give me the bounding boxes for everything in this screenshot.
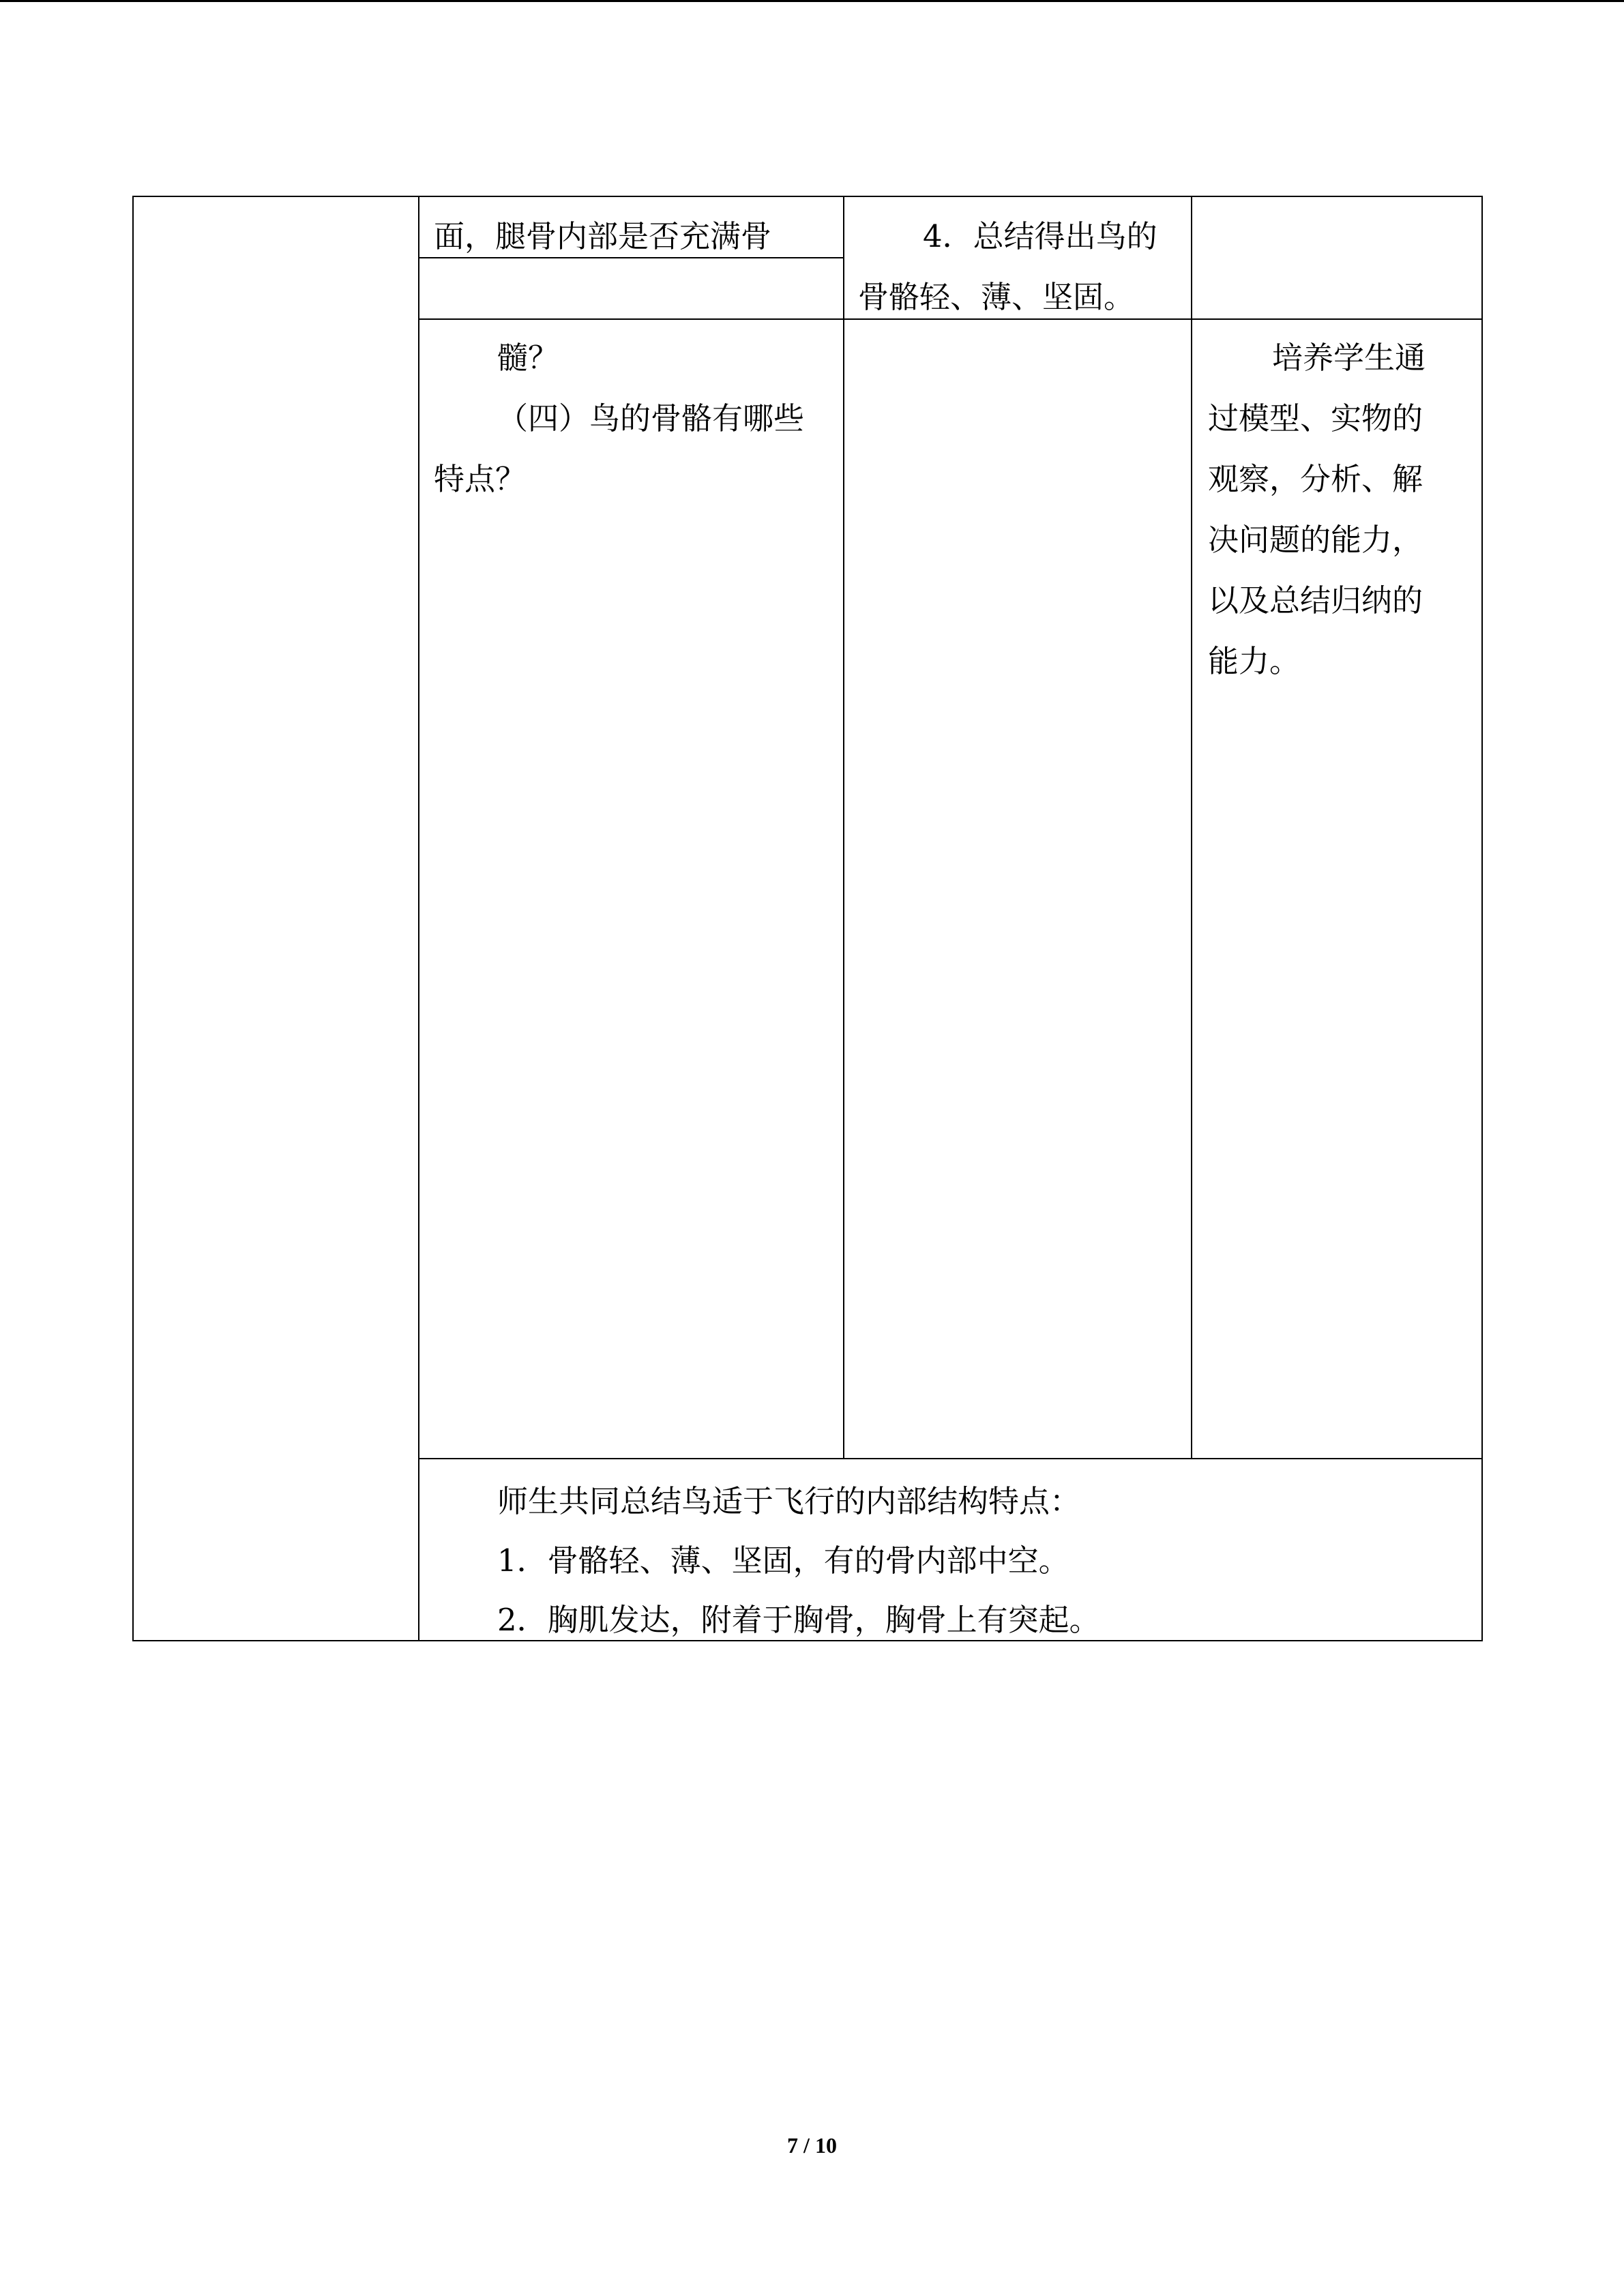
- row2-col4-line2: 过模型、实物的: [1208, 400, 1423, 436]
- row2-col4-line4: 决问题的能力，: [1208, 522, 1423, 558]
- row2-col4-line3: 观察，分析、解: [1208, 461, 1423, 497]
- table-right-border: [1481, 196, 1483, 1641]
- row2-col2-line1: 髓？: [497, 340, 559, 376]
- summary-line2: 1．骨骼轻、薄、坚固，有的骨内部中空。: [497, 1542, 1069, 1579]
- col3-divider: [1191, 196, 1192, 1459]
- page-number: 7 / 10: [787, 2133, 837, 2158]
- col2-divider: [843, 196, 844, 1459]
- page-top-border: [0, 0, 1624, 2]
- table-left-border: [132, 196, 134, 1641]
- summary-line1: 师生共同总结鸟适于飞行的内部结构特点：: [497, 1483, 1081, 1519]
- table-top-border: [132, 196, 1483, 197]
- summary-line3: 2．胸肌发达，附着于胸骨，胸骨上有突起。: [497, 1602, 1100, 1638]
- row2-col4-line5: 以及总结归纳的: [1208, 582, 1423, 618]
- row1-col3-text-line2: 骨骼轻、薄、坚固。: [858, 279, 1135, 315]
- col1-divider: [418, 196, 419, 1641]
- row2-col4-line1: 培养学生通: [1272, 340, 1426, 376]
- row1-col3-text-line1: 4．总结得出鸟的: [923, 218, 1157, 254]
- row2-col2-line2: （四）鸟的骨骼有哪些: [497, 400, 805, 436]
- row2-col2-line3: 特点？: [434, 461, 527, 497]
- row2-bottom-border: [418, 1458, 1483, 1459]
- row2-col4-line6: 能力。: [1208, 643, 1301, 679]
- row1-col2-text: 面，腿骨内部是否充满骨: [434, 218, 772, 254]
